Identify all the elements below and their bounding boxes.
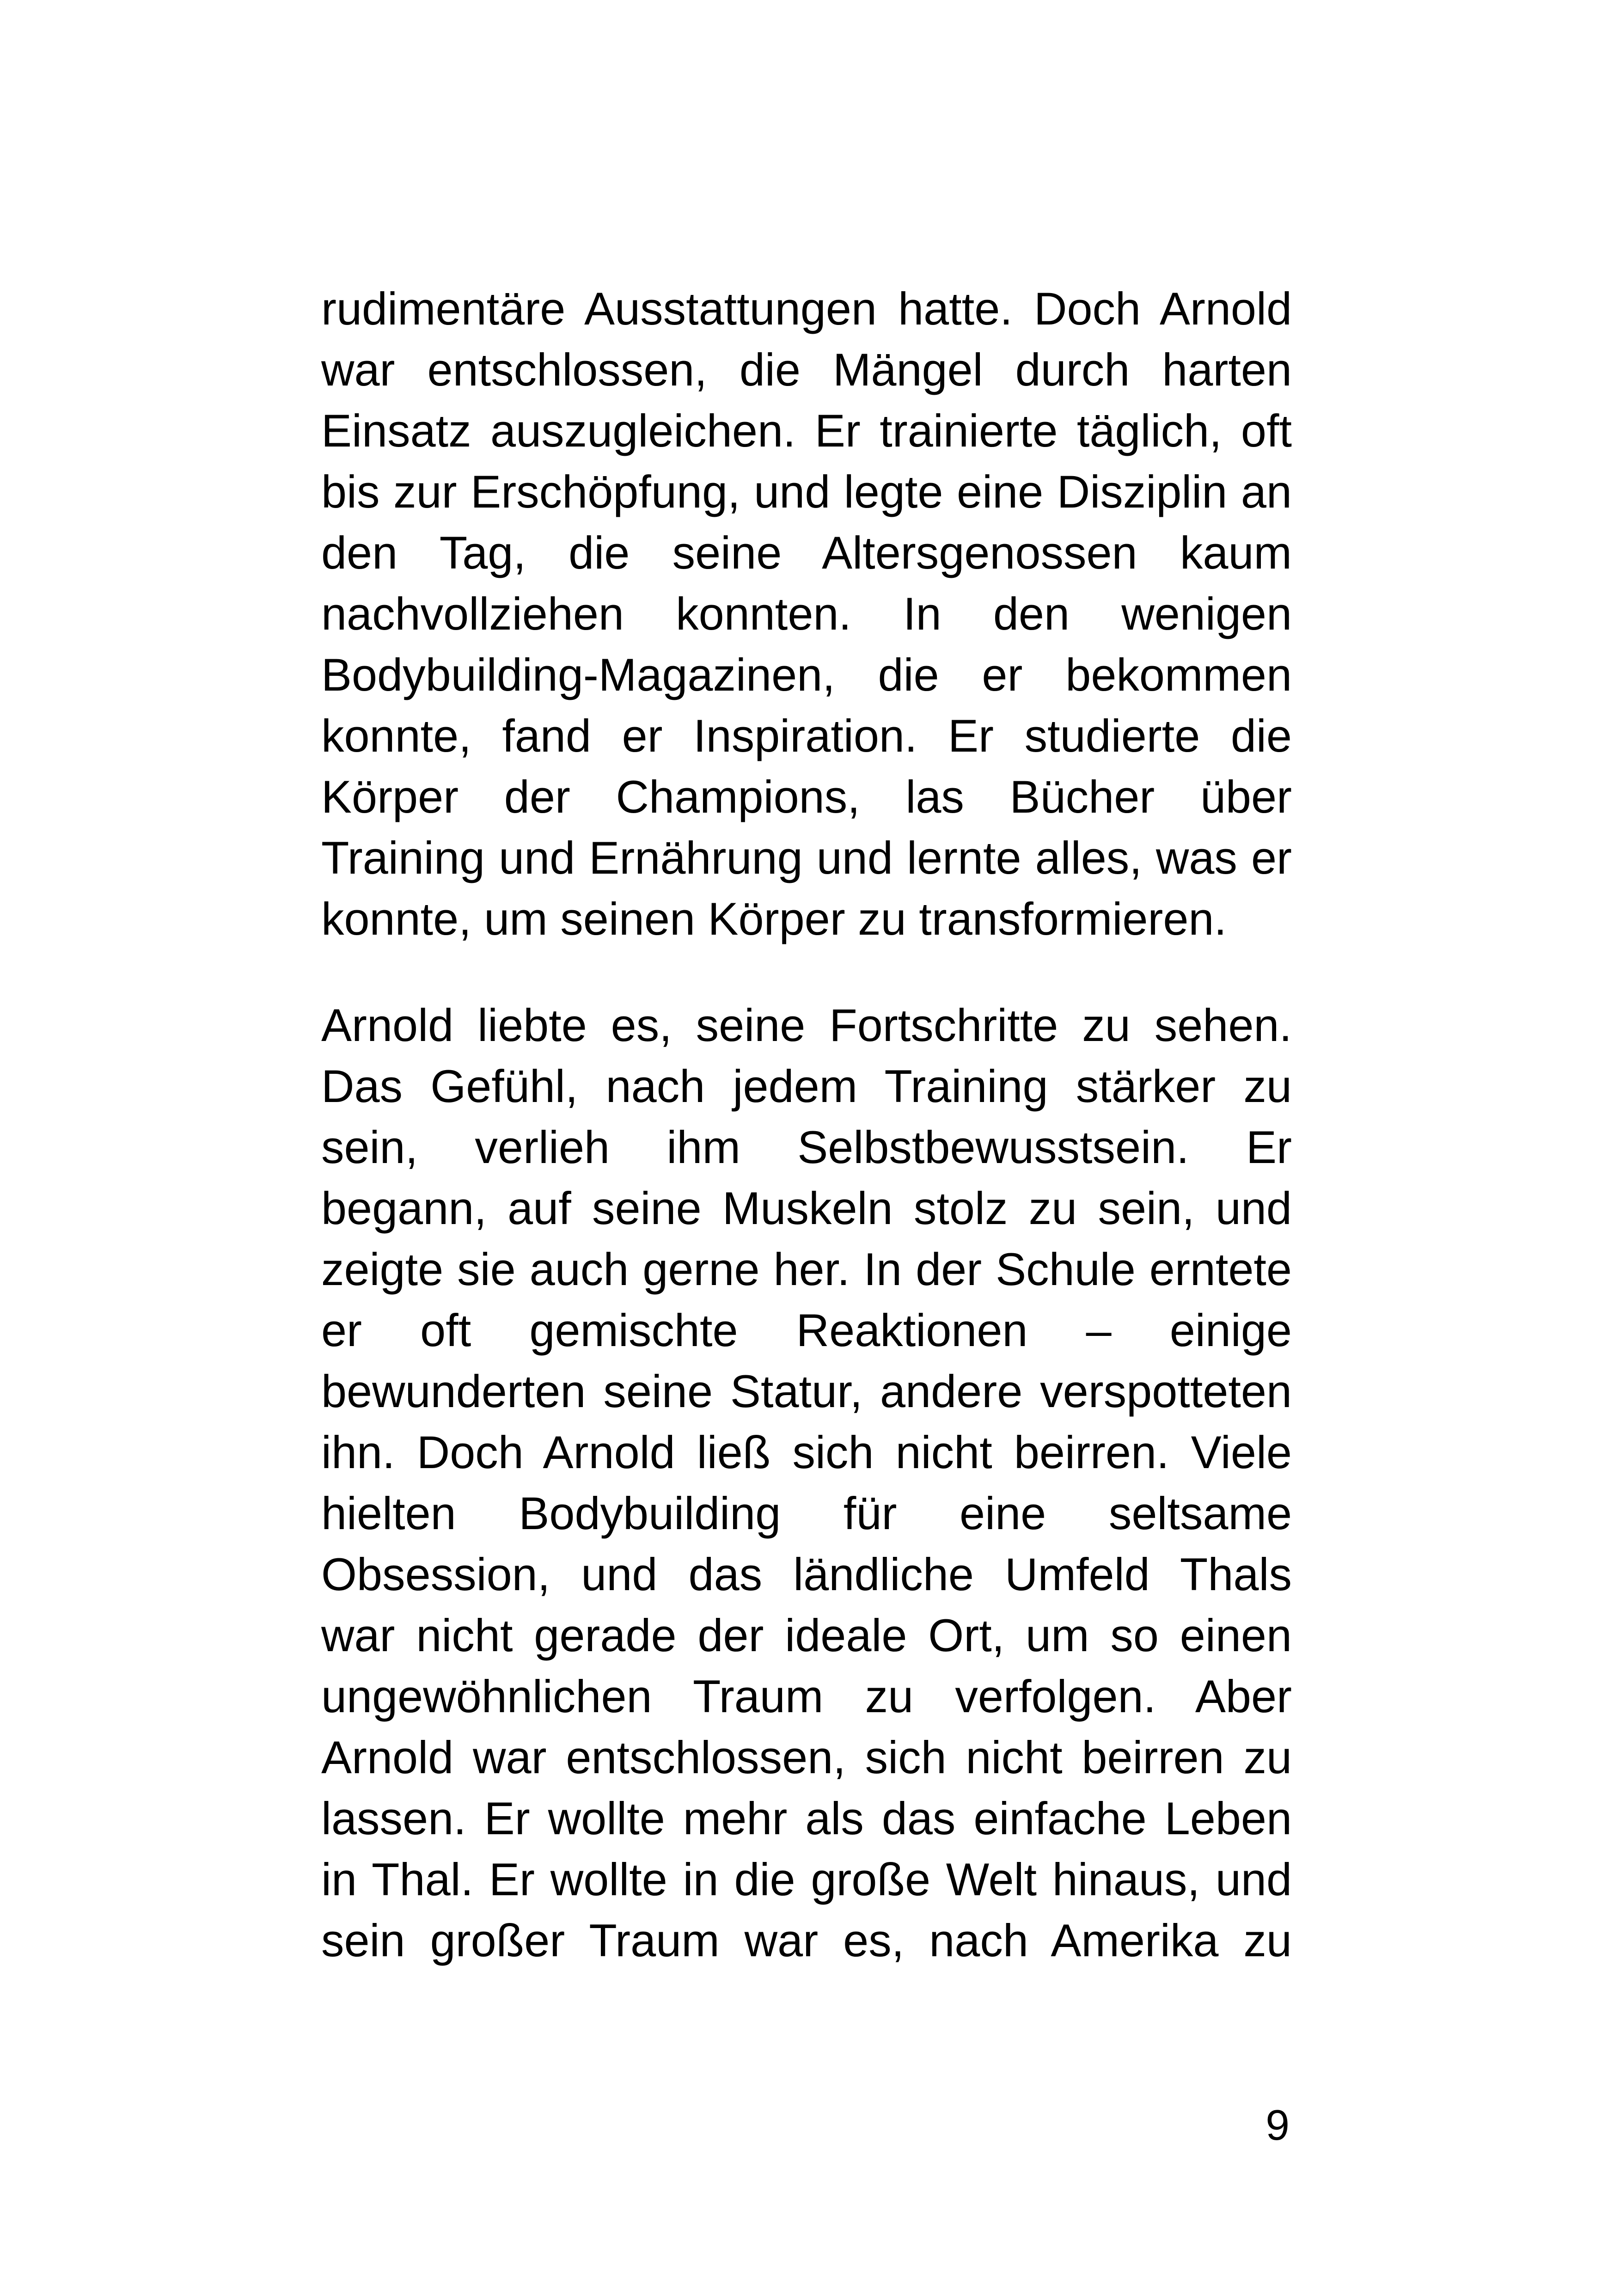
- text-line: Das Gefühl, nach jedem Training stärker zu: [321, 1060, 1292, 1112]
- text-line: bewunderten seine Statur, andere verspotteten: [321, 1365, 1292, 1417]
- text-line: Einsatz auszugleichen. Er trainierte täglich, oft: [321, 405, 1292, 456]
- text-line: ungewöhnlichen Traum zu verfolgen. Aber: [321, 1671, 1292, 1722]
- text-line: konnte, fand er Inspiration. Er studierte die: [321, 710, 1292, 761]
- text-line: zeigte sie auch gerne her. In der Schule erntete: [321, 1243, 1292, 1295]
- text-line: begann, auf seine Muskeln stolz zu sein, und: [321, 1182, 1292, 1234]
- text-line: Bodybuilding-Magazinen, die er bekommen: [321, 649, 1292, 700]
- text-line: konnte, um seinen Körper zu transformieren.: [321, 893, 1227, 944]
- text-line: Arnold liebte es, seine Fortschritte zu sehen.: [321, 999, 1292, 1051]
- text-line: den Tag, die seine Altersgenossen kaum: [321, 527, 1292, 578]
- paragraph: [321, 995, 1292, 1971]
- text-line: Körper der Champions, las Bücher über: [321, 771, 1292, 822]
- text-line: in Thal. Er wollte in die große Welt hinaus, und: [321, 1854, 1292, 1905]
- text-line: bis zur Erschöpfung, und legte eine Disziplin an: [321, 466, 1292, 517]
- text-line: lassen. Er wollte mehr als das einfache Leben: [321, 1793, 1292, 1844]
- page-number: 9: [1266, 2101, 1290, 2149]
- text-line: sein, verlieh ihm Selbstbewusstsein. Er: [321, 1121, 1292, 1173]
- text-line: hielten Bodybuilding für eine seltsame: [321, 1488, 1292, 1539]
- text-line: Arnold war entschlossen, sich nicht beirren zu: [321, 1732, 1292, 1783]
- text-line: Obsession, und das ländliche Umfeld Thals: [321, 1549, 1292, 1600]
- text-line: sein großer Traum war es, nach Amerika zu: [321, 1915, 1292, 1966]
- text-line: Training und Ernährung und lernte alles, was er: [321, 832, 1292, 883]
- text-line: rudimentäre Ausstattungen hatte. Doch Arnold: [321, 283, 1292, 334]
- text-line: nachvollziehen konnten. In den wenigen: [321, 588, 1292, 639]
- text-line: er oft gemischte Reaktionen – einige: [321, 1304, 1292, 1356]
- text-line: ihn. Doch Arnold ließ sich nicht beirren. Viele: [321, 1427, 1292, 1478]
- paragraph: [321, 278, 1292, 949]
- text-line: war entschlossen, die Mängel durch harten: [321, 344, 1292, 395]
- text-line: war nicht gerade der ideale Ort, um so einen: [321, 1610, 1292, 1661]
